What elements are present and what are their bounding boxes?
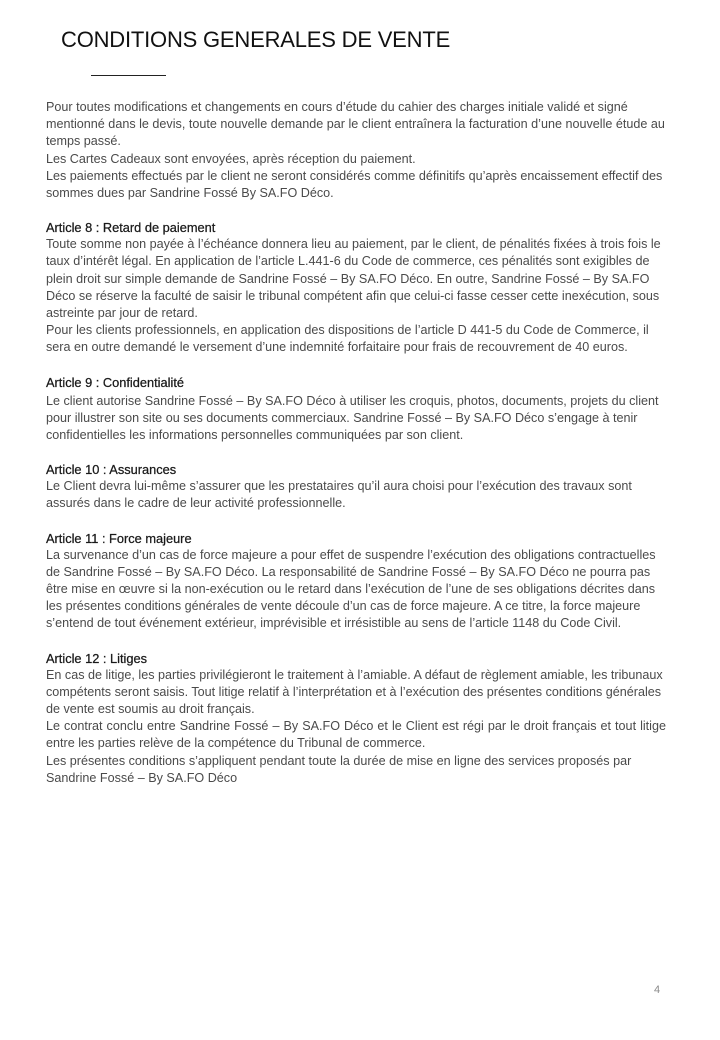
- article-8-section: [46, 219, 666, 356]
- article-paragraph: La survenance d’un cas de force majeure a pour effet de suspendre l’exécution des obligations contractuelles de Sandrine Fossé – By SA.FO Déco. La responsabilité de Sandrine Fossé – By SA.FO Déco ne pourra pas être mise en œuvre si la non-exécution ou le retard dans l’exécution de l’une de ses obligations décrites dans les présentes conditions générales de vente découle d’un cas de force majeure. A ce titre, la force majeure s’entend de tout événement extérieur, imprévisible et irrésistible au sens de l’article 1148 du Code Civil.: [46, 547, 656, 631]
- page-title: CONDITIONS GENERALES DE VENTE: [61, 27, 451, 52]
- article-paragraph: Toute somme non payée à l’échéance donnera lieu au paiement, par le client, de pénalités fixées à trois fois le taux d’intérêt légal. En application de l’article L.441-6 du Code de commerce, ces pénalités sont exigibles de plein droit sur simple demande de Sandrine Fossé – By SA.FO Déco. En outre, Sandrine Fossé – By SA.FO Déco se réserve la faculté de saisir le tribunal compétent afin que celui-ci fasse cesser cette inexécution, sous astreinte par jour de retard.: [46, 237, 661, 321]
- article-heading: Article 8 : Retard de paiement: [46, 220, 216, 236]
- article-11-section: [46, 530, 666, 633]
- document-body: [46, 99, 666, 787]
- intro-paragraph: Pour toutes modifications et changements en cours d’étude du cahier des charges initiale validé et signé mentionné dans le devis, toute nouvelle demande par le client entraînera la facturation d’une nouvelle étude au temps passé.: [46, 100, 665, 149]
- article-12-section: [46, 650, 666, 787]
- intro-paragraph: Les Cartes Cadeaux sont envoyées, après réception du paiement.: [46, 151, 416, 166]
- title-underline-divider: [91, 75, 166, 76]
- article-paragraph: En cas de litige, les parties privilégieront le traitement à l’amiable. A défaut de règlement amiable, les tribunaux compétents seront saisis. Tout litige relatif à l’interprétation et à l’exécution des présentes conditions générales de vente est soumis au droit français.: [46, 667, 663, 717]
- article-9-section: [46, 374, 666, 445]
- article-paragraph: Pour les clients professionnels, en application des dispositions de l’article D 441-5 du Code de Commerce, il sera en outre demandé le versement d’une indemnité forfaitaire pour frais de recouvrement de 40 euros.: [46, 323, 649, 355]
- article-heading: Article 9 : Confidentialité: [46, 374, 184, 390]
- article-heading: Article 10 : Assurances: [46, 462, 177, 478]
- article-heading: Article 11 : Force majeure: [46, 530, 192, 546]
- article-paragraph: Le client autorise Sandrine Fossé – By SA.FO Déco à utiliser les croquis, photos, documents, projets du client pour illustrer son site ou ses documents commerciaux. Sandrine Fossé – By SA.FO Déco s’engage à tenir confidentielles les informations personnelles communiquées par son client.: [46, 393, 659, 443]
- article-paragraph: Le Client devra lui-même s’assurer que les prestataires qu’il aura choisi pour l’exécution des travaux sont assurés dans le cadre de leur activité professionnelle.: [46, 479, 632, 511]
- intro-paragraph: Les paiements effectués par le client ne seront considérés comme définitifs qu’après encaissement effectif des sommes dues par Sandrine Fossé By SA.FO Déco.: [46, 168, 663, 201]
- article-paragraph: Le contrat conclu entre Sandrine Fossé – By SA.FO Déco et le Client est régi par le droit français et tout litige entre les parties relève de la compétence du Tribunal de commerce.: [46, 719, 666, 751]
- article-paragraph: Les présentes conditions s’appliquent pendant toute la durée de mise en ligne des services proposés par Sandrine Fossé – By SA.FO Déco: [46, 753, 632, 785]
- intro-section: [46, 99, 666, 202]
- article-heading: Article 12 : Litiges: [46, 650, 148, 666]
- page-number: 4: [654, 984, 661, 996]
- article-10-section: [46, 461, 666, 512]
